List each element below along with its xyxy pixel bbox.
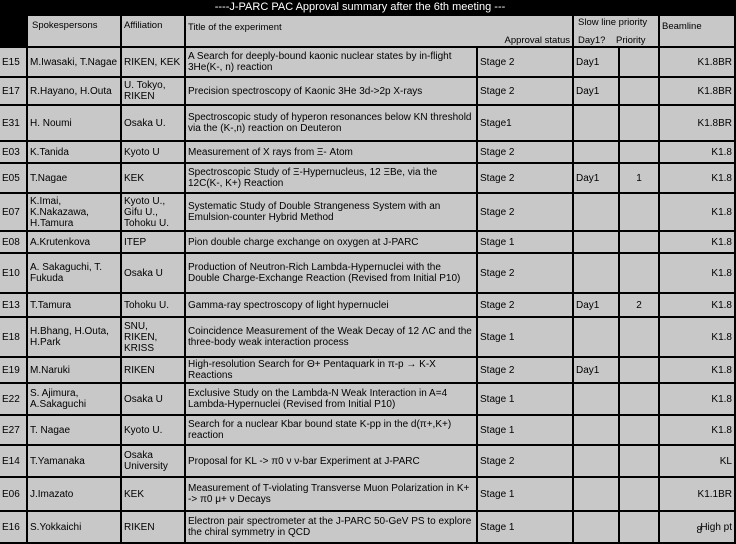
beamline-cell: K1.8 [660, 384, 734, 414]
experiment-id-cell: E13 [0, 294, 26, 316]
beamline-cell: K1.8BR [660, 78, 734, 104]
affiliation-cell: Kyoto U., Gifu U., Tohoku U. [122, 194, 184, 230]
approval-status-cell: Stage1 [478, 106, 572, 140]
beamline-cell: K1.8 [660, 232, 734, 252]
table-row [0, 254, 734, 292]
affiliation-cell: Osaka U. [122, 106, 184, 140]
experiment-title-cell: Production of Neutron-Rich Lambda-Hypernuclei with the Double Charge-Exchange Reaction (Revised from Initial P10) [186, 254, 476, 292]
experiment-id-cell: E06 [0, 478, 26, 510]
experiment-title-cell: Gamma-ray spectroscopy of light hypernuclei [186, 294, 476, 316]
affiliation-cell: RIKEN [122, 358, 184, 382]
beamline-cell: K1.8 [660, 194, 734, 230]
priority-cell [620, 446, 658, 476]
beamline-cell: K1.8 [660, 358, 734, 382]
priority-cell [620, 478, 658, 510]
experiment-id-cell: E17 [0, 78, 26, 104]
affiliation-cell: RIKEN, KEK [122, 48, 184, 76]
approval-status-cell: Stage 1 [478, 478, 572, 510]
table-row [0, 294, 734, 316]
header-row [0, 16, 734, 46]
experiment-title-cell: A Search for deeply-bound kaonic nuclear states by in-flight 3He(K-, n) reaction [186, 48, 476, 76]
experiment-id-cell: E10 [0, 254, 26, 292]
day1-cell [574, 232, 618, 252]
spokespersons-cell: M.Iwasaki, T.Nagae [28, 48, 120, 76]
day1-cell: Day1 [574, 78, 618, 104]
experiment-title-cell: Proposal for KL -> π0 ν ν-bar Experiment at J-PARC [186, 446, 476, 476]
approval-status-cell: Stage 2 [478, 294, 572, 316]
table-row [0, 512, 734, 542]
spokespersons-cell: A.Krutenkova [28, 232, 120, 252]
day1-cell [574, 194, 618, 230]
header-affiliation: Affiliation [122, 16, 184, 46]
page-number: 8 [696, 525, 702, 536]
approval-status-cell: Stage 2 [478, 48, 572, 76]
table-row [0, 48, 734, 76]
table-row [0, 164, 734, 192]
table-row [0, 142, 734, 162]
affiliation-cell: Kyoto U [122, 142, 184, 162]
spokespersons-cell: R.Hayano, H.Outa [28, 78, 120, 104]
affiliation-cell: Osaka U [122, 254, 184, 292]
affiliation-cell: ITEP [122, 232, 184, 252]
table-row [0, 318, 734, 356]
header-id-cell [0, 16, 26, 46]
spokespersons-cell: S.Yokkaichi [28, 512, 120, 542]
spokespersons-cell: T.Yamanaka [28, 446, 120, 476]
spokespersons-cell: T.Tamura [28, 294, 120, 316]
header-spokespersons: Spokespersons [28, 16, 120, 46]
affiliation-cell: Tohoku U. [122, 294, 184, 316]
experiment-title-cell: Spectroscopic Study of Ξ-Hypernucleus, 12 ΞBe, via the 12C(K-, K+) Reaction [186, 164, 476, 192]
day1-cell: Day1 [574, 48, 618, 76]
header-beamline: Beamline [660, 16, 734, 46]
spokespersons-cell: A. Sakaguchi, T. Fukuda [28, 254, 120, 292]
experiment-title-cell: Systematic Study of Double Strangeness System with an Emulsion-counter Hybrid Method [186, 194, 476, 230]
priority-cell [620, 48, 658, 76]
beamline-cell: K1.8 [660, 416, 734, 444]
spokespersons-cell: M.Naruki [28, 358, 120, 382]
affiliation-cell: Kyoto U. [122, 416, 184, 444]
approval-status-cell: Stage 2 [478, 164, 572, 192]
day1-cell [574, 254, 618, 292]
table-row [0, 478, 734, 510]
spokespersons-cell: T. Nagae [28, 416, 120, 444]
header-approval-status: Approval status [504, 35, 570, 46]
approval-table-container [0, 14, 732, 544]
table-row [0, 416, 734, 444]
beamline-cell: K1.8 [660, 294, 734, 316]
spokespersons-cell: J.Imazato [28, 478, 120, 510]
day1-cell [574, 446, 618, 476]
day1-cell [574, 512, 618, 542]
experiment-id-cell: E27 [0, 416, 26, 444]
approval-status-cell: Stage 1 [478, 512, 572, 542]
priority-cell [620, 416, 658, 444]
table-row [0, 194, 734, 230]
beamline-cell: K1.1BR [660, 478, 734, 510]
affiliation-cell: KEK [122, 478, 184, 510]
affiliation-cell: SNU, RIKEN, KRISS [122, 318, 184, 356]
day1-cell [574, 318, 618, 356]
table-row [0, 384, 734, 414]
table-body [0, 16, 734, 542]
affiliation-cell: RIKEN [122, 512, 184, 542]
spokespersons-cell: H. Noumi [28, 106, 120, 140]
approval-status-cell: Stage 2 [478, 254, 572, 292]
beamline-cell: K1.8 [660, 142, 734, 162]
experiment-id-cell: E08 [0, 232, 26, 252]
experiment-id-cell: E31 [0, 106, 26, 140]
priority-cell [620, 384, 658, 414]
experiment-id-cell: E15 [0, 48, 26, 76]
approval-status-cell: Stage 2 [478, 194, 572, 230]
beamline-cell: KL [660, 446, 734, 476]
day1-cell: Day1 [574, 164, 618, 192]
priority-cell [620, 318, 658, 356]
header-slow-line-priority [574, 16, 658, 46]
affiliation-cell: Osaka U [122, 384, 184, 414]
beamline-cell: High pt [660, 512, 734, 542]
priority-cell [620, 512, 658, 542]
priority-cell [620, 358, 658, 382]
experiment-id-cell: E05 [0, 164, 26, 192]
experiment-title-cell: High-resolution Search for Θ+ Pentaquark in π-p → K-X Reactions [186, 358, 476, 382]
experiment-title-cell: Search for a nuclear Kbar bound state K-pp in the d(π+,K+) reaction [186, 416, 476, 444]
beamline-cell: K1.8 [660, 164, 734, 192]
priority-cell [620, 106, 658, 140]
day1-cell [574, 478, 618, 510]
header-title-label: Title of the experiment [188, 22, 282, 33]
experiment-title-cell: Pion double charge exchange on oxygen at J-PARC [186, 232, 476, 252]
experiment-id-cell: E14 [0, 446, 26, 476]
header-title [186, 16, 572, 46]
experiment-title-cell: Exclusive Study on the Lambda-N Weak Interaction in A=4 Lambda-Hypernuclei (Revised from Initial P10) [186, 384, 476, 414]
spokespersons-cell: T.Nagae [28, 164, 120, 192]
approval-status-cell: Stage 1 [478, 232, 572, 252]
approval-table [0, 14, 736, 544]
priority-cell [620, 254, 658, 292]
header-slow-line-label: Slow line priority [578, 17, 648, 28]
table-row [0, 106, 734, 140]
spokespersons-cell: S. Ajimura, A.Sakaguchi [28, 384, 120, 414]
spokespersons-cell: K.Tanida [28, 142, 120, 162]
table-row [0, 78, 734, 104]
experiment-id-cell: E19 [0, 358, 26, 382]
experiment-id-cell: E18 [0, 318, 26, 356]
spokespersons-cell: H.Bhang, H.Outa, H.Park [28, 318, 120, 356]
table-row [0, 232, 734, 252]
experiment-title-cell: Measurement of T-violating Transverse Muon Polarization in K+ -> π0 μ+ ν Decays [186, 478, 476, 510]
table-row [0, 358, 734, 382]
day1-cell [574, 106, 618, 140]
affiliation-cell: KEK [122, 164, 184, 192]
experiment-id-cell: E07 [0, 194, 26, 230]
day1-cell [574, 416, 618, 444]
approval-status-cell: Stage 2 [478, 142, 572, 162]
page-title: ----J-PARC PAC Approval summary after the 6th meeting --- [214, 1, 506, 13]
priority-cell [620, 78, 658, 104]
beamline-cell: K1.8BR [660, 48, 734, 76]
experiment-id-cell: E03 [0, 142, 26, 162]
priority-cell [620, 142, 658, 162]
beamline-cell: K1.8 [660, 254, 734, 292]
day1-cell [574, 384, 618, 414]
priority-cell: 2 [620, 294, 658, 316]
approval-status-cell: Stage 1 [478, 384, 572, 414]
table-row [0, 446, 734, 476]
beamline-cell: K1.8BR [660, 106, 734, 140]
priority-cell: 1 [620, 164, 658, 192]
affiliation-cell: Osaka University [122, 446, 184, 476]
spokespersons-cell: K.Imai, K.Nakazawa, H.Tamura [28, 194, 120, 230]
approval-status-cell: Stage 1 [478, 416, 572, 444]
header-priority: Priority [616, 35, 646, 46]
priority-cell [620, 232, 658, 252]
experiment-title-cell: Spectroscopic study of hyperon resonances below KN threshold via the (K-,n) reaction on Deuteron [186, 106, 476, 140]
experiment-title-cell: Measurement of X rays from Ξ- Atom [186, 142, 476, 162]
header-day1: Day1? [578, 35, 606, 46]
day1-cell: Day1 [574, 358, 618, 382]
experiment-title-cell: Precision spectroscopy of Kaonic 3He 3d->2p X-rays [186, 78, 476, 104]
priority-cell [620, 194, 658, 230]
day1-cell [574, 142, 618, 162]
experiment-title-cell: Coincidence Measurement of the Weak Decay of 12 ΛC and the three-body weak interaction process [186, 318, 476, 356]
approval-status-cell: Stage 2 [478, 78, 572, 104]
approval-status-cell: Stage 1 [478, 318, 572, 356]
approval-status-cell: Stage 2 [478, 446, 572, 476]
affiliation-cell: U. Tokyo, RIKEN [122, 78, 184, 104]
day1-cell: Day1 [574, 294, 618, 316]
experiment-id-cell: E22 [0, 384, 26, 414]
beamline-cell: K1.8 [660, 318, 734, 356]
experiment-title-cell: Electron pair spectrometer at the J-PARC 50-GeV PS to explore the chiral symmetry in QCD [186, 512, 476, 542]
approval-status-cell: Stage 2 [478, 358, 572, 382]
experiment-id-cell: E16 [0, 512, 26, 542]
